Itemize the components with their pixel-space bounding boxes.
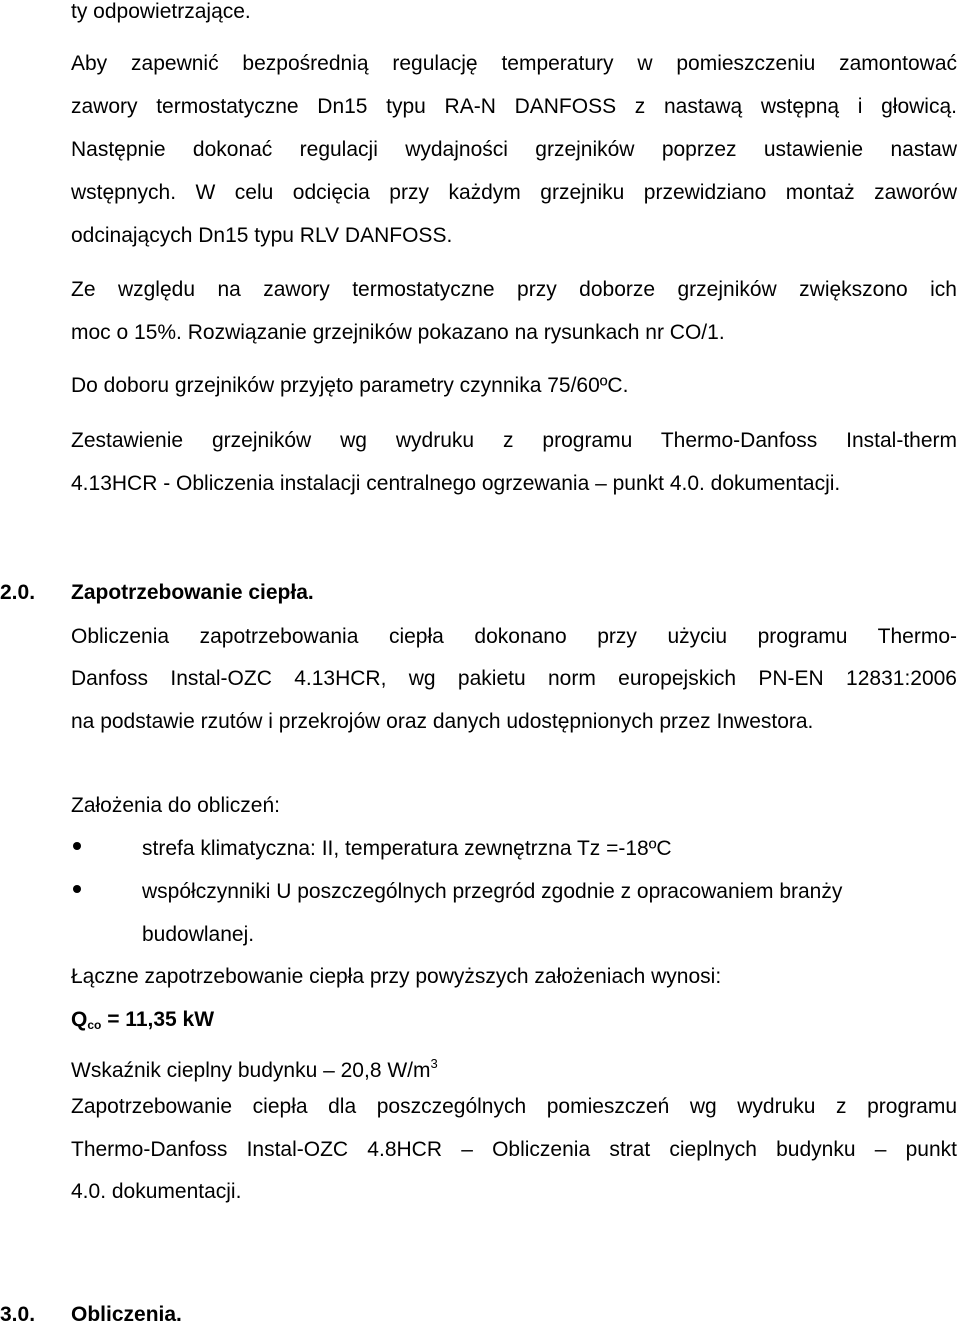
list-item-continuation: budowlanej. <box>142 923 255 946</box>
paragraph-line: Thermo-Danfoss Instal-OZC 4.8HCR – Obliczenia strat cieplnych budynku – punkt <box>71 1138 957 1161</box>
q-symbol: Q <box>71 1008 88 1031</box>
paragraph-line: Zestawienie grzejników wg wydruku z programu Thermo-Danfoss Instal-therm <box>71 429 957 452</box>
assumptions-heading: Założenia do obliczeń: <box>71 794 280 817</box>
bullet-icon <box>73 842 81 850</box>
paragraph-line: Danfoss Instal-OZC 4.13HCR, wg pakietu norm europejskich PN-EN 12831:2006 <box>71 667 957 690</box>
heat-index-text: Wskaźnik cieplny budynku – 20,8 W/m <box>71 1059 431 1082</box>
heat-demand-value <box>71 1007 214 1038</box>
q-subscript: co <box>87 1018 102 1032</box>
paragraph-line: Do doboru grzejników przyjęto parametry czynnika 75/60ºC. <box>71 374 629 397</box>
paragraph-line: na podstawie rzutów i przekrojów oraz danych udostępnionych przez Inwestora. <box>71 710 814 733</box>
paragraph-line: moc o 15%. Rozwiązanie grzejników pokazano na rysunkach nr CO/1. <box>71 321 725 344</box>
q-value: = 11,35 kW <box>101 1008 215 1031</box>
paragraph-line: 4.0. dokumentacji. <box>71 1180 242 1203</box>
list-item: współczynniki U poszczególnych przegród zgodnie z opracowaniem branży <box>142 880 843 903</box>
paragraph-line: Ze względu na zawory termostatyczne przy doborze grzejników zwiększono ich <box>71 278 957 301</box>
section-heading: Obliczenia. <box>71 1303 182 1326</box>
paragraph-line: Łączne zapotrzebowanie ciepła przy powyższych założeniach wynosi: <box>71 965 722 988</box>
section-number: 3.0. <box>0 1303 36 1326</box>
paragraph-line: Następnie dokonać regulacji wydajności grzejników poprzez ustawienie nastaw <box>71 138 957 161</box>
paragraph-line: ty odpowietrzające. <box>71 0 251 23</box>
section-number: 2.0. <box>0 581 36 604</box>
bullet-icon <box>73 885 81 893</box>
section-heading: Zapotrzebowanie ciepła. <box>71 581 314 604</box>
paragraph-line: Obliczenia zapotrzebowania ciepła dokonano przy użyciu programu Thermo- <box>71 625 957 648</box>
list-item: strefa klimatyczna: II, temperatura zewnętrzna Tz =-18ºC <box>142 837 672 860</box>
paragraph-line: Aby zapewnić bezpośrednią regulację temperatury w pomieszczeniu zamontować <box>71 52 957 75</box>
paragraph-line: 4.13HCR - Obliczenia instalacji centralnego ogrzewania – punkt 4.0. dokumentacji. <box>71 472 841 495</box>
paragraph-line: Zapotrzebowanie ciepła dla poszczególnych pomieszczeń wg wydruku z programu <box>71 1095 957 1118</box>
paragraph-line: odcinających Dn15 typu RLV DANFOSS. <box>71 224 453 247</box>
heat-index <box>71 1051 438 1084</box>
paragraph-line: zawory termostatyczne Dn15 typu RA-N DANFOSS z nastawą wstępną i głowicą. <box>71 95 957 118</box>
heat-index-superscript: 3 <box>430 1056 438 1071</box>
paragraph-line: wstępnych. W celu odcięcia przy każdym grzejniku przewidziano montaż zaworów <box>71 181 957 204</box>
